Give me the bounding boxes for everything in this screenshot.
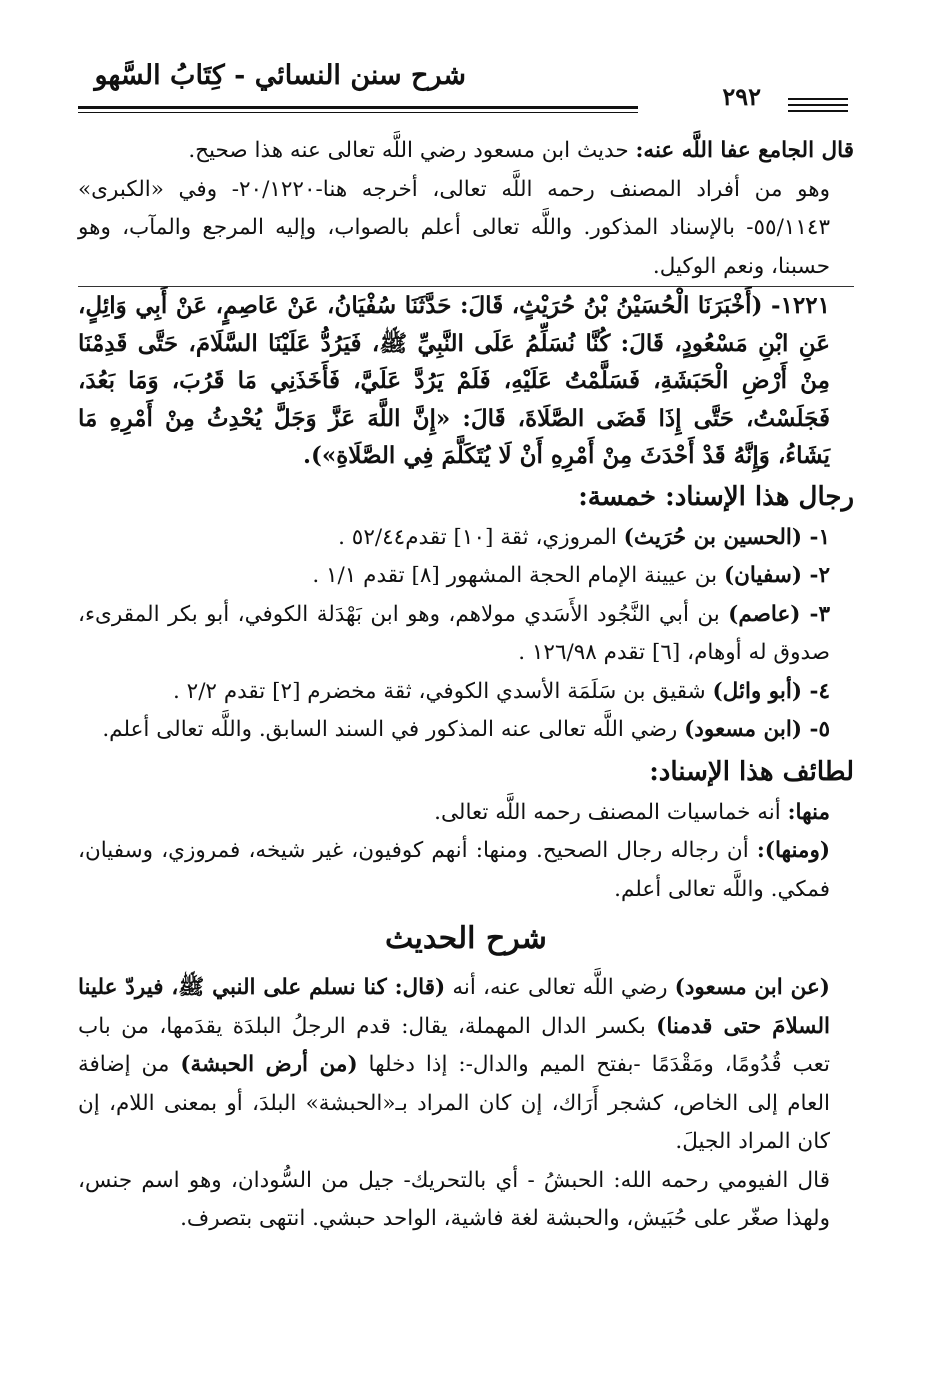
narrator-text: رضي اللَّه تعالى عنه المذكور في السند السابق. واللَّه تعالى أعلم. bbox=[102, 717, 678, 742]
running-title: شرح سنن النسائي - كِتَابُ السَّهو bbox=[94, 60, 466, 91]
narrator-item bbox=[78, 711, 854, 750]
commentary-paragraph-fayyumi: قال الفيومي رحمه الله: الحبشُ - أي بالتحريك- جيل من السُّودان، وهو اسم جنس، ولهذا صغّر على حُبَيش، والحبشة لغة فاشية، الواحد حبشي. انتهى بتصرف. bbox=[78, 1167, 830, 1231]
subtlety-item bbox=[78, 832, 854, 909]
commentary-quote: (من أرض الحبشة) bbox=[180, 1052, 358, 1077]
subtleties-heading: لطائف هذا الإسناد: bbox=[649, 756, 854, 787]
header-rule bbox=[78, 106, 638, 109]
header-rule-thin bbox=[78, 112, 638, 113]
narrator-item bbox=[78, 519, 854, 558]
commentary-quote: (قال: كنا نسلم على النبي ﷺ، فيردّ علينا السلامَ حتى قدمنا) bbox=[78, 975, 830, 1039]
page-header bbox=[70, 56, 856, 116]
subtlety-label: منها: bbox=[787, 799, 830, 825]
narrator-label: ٥- (ابن مسعود) bbox=[684, 717, 830, 742]
commentary-quote: (عن ابن مسعود) bbox=[674, 975, 830, 1000]
subtlety-text: أنه خماسيات المصنف رحمه اللَّه تعالى. bbox=[434, 799, 781, 825]
commentary-text: رضي اللَّه تعالى عنه، أنه bbox=[452, 975, 668, 1000]
page-body bbox=[78, 132, 854, 1239]
commentary-paragraph bbox=[78, 969, 854, 1162]
commentary-heading: شرح الحديث bbox=[385, 921, 547, 956]
subtlety-item bbox=[78, 794, 854, 833]
commentary-text: من إضافة العام إلى الخاص، كشجر أَرَاك، إن كان المراد بـ«الحبشة» البلدَ، أو بمعنى اللام، إن كان المراد الجيلَ. bbox=[78, 1052, 830, 1154]
narrator-text: المروزي، ثقة [١٠] تقدم٥٢/٤٤ . bbox=[338, 524, 617, 550]
page-number: ٢٩٢ bbox=[722, 82, 761, 111]
jami-text: حديث ابن مسعود رضي اللَّه تعالى عنه هذا صحيح. bbox=[188, 138, 629, 163]
narrators-heading: رجال هذا الإسناد: خمسة: bbox=[578, 481, 854, 512]
jami-comment bbox=[78, 132, 854, 171]
page-number-rule-mid bbox=[788, 104, 848, 106]
commentary-text: بكسر الدال المهملة، يقال: قدم الرجلُ البلدَة يقدَمها، من باب تعب قُدُومًا، ومَقْدَمًا -بفتح الميم والدال-: إذا دخلها bbox=[78, 1013, 830, 1077]
subtlety-text: أن رجاله رجال الصحيح. ومنها: أنهم كوفيون، غير شيخه، فمروزي، وسفيان، فمكي. واللَّه تعالى أعلم. bbox=[78, 838, 830, 902]
narrator-label: ٤- (أبو وائل) bbox=[712, 678, 830, 704]
narrator-text: شقيق بن سَلَمَة الأسدي الكوفي، ثقة مخضرم [٢] تقدم ٢/٢ . bbox=[172, 678, 706, 704]
hadith-text: ١٢٢١- (أَخْبَرَنَا الْحُسَيْنُ بْنُ حُرَيْثٍ، قَالَ: حَدَّثَنَا سُفْيَانُ، عَنْ عَاصِمٍ، عَنْ أَبِي وَائِلٍ، عَنِ ابْنِ مَسْعُودٍ، قَالَ: كُنَّا نُسَلِّمُ عَلَى النَّبِيِّ ﷺ، فَيَرُدُّ عَلَيْنَا السَّلَامَ، حَتَّى قَدِمْنَا مِنْ أَرْضِ الْحَبَشَةِ، فَسَلَّمْتُ عَلَيْهِ، فَلَمْ يَرُدَّ عَلَيَّ، فَأَخَذَنِي مَا قَرُبَ، وَمَا بَعُدَ، فَجَلَسْتُ، حَتَّى إِذَا قَضَى الصَّلَاةَ، قَالَ: «إِنَّ اللَّهَ عَزَّ وَجَلَّ يُحْدِثُ مِنْ أَمْرِهِ مَا يَشَاءُ، وَإِنَّهُ قَدْ أَحْدَثَ مِنْ أَمْرِهِ أَنْ لَا يُتَكَلَّمَ فِي الصَّلَاةِ»). bbox=[78, 292, 830, 469]
takhrij-paragraph: وهو من أفراد المصنف رحمه اللَّه تعالى، أخرجه هنا-٢٠/١٢٢٠- وفي «الكبرى» ٥٥/١١٤٣- بالإسناد المذكور. واللَّه تعالى أعلم بالصواب، وإليه المرجع والمآب، وهو حسبنا، ونعم الوكيل. bbox=[78, 176, 830, 279]
narrator-item bbox=[78, 557, 854, 596]
narrator-item bbox=[78, 673, 854, 712]
narrator-item bbox=[78, 596, 854, 673]
narrator-label: ٢- (سفيان) bbox=[723, 563, 830, 588]
narrator-label: ٣- (عاصم) bbox=[728, 601, 831, 627]
subtlety-label: (ومنها): bbox=[756, 838, 831, 863]
jami-label: قال الجامع عفا اللَّه عنه: bbox=[635, 138, 854, 163]
narrator-label: ١- (الحسين بن حُرَيث) bbox=[623, 524, 830, 550]
narrator-text: بن عيينة الإمام الحجة المشهور [٨] تقدم ١/١ . bbox=[312, 563, 718, 588]
narrator-text: بن أبي النَّجُود الأَسَدي مولاهم، وهو ابن بَهْدَلة الكوفي، أبو بكر المقرىء، صدوق له أوهام، [٦] تقدم ١٢٦/٩٨ . bbox=[78, 601, 830, 665]
